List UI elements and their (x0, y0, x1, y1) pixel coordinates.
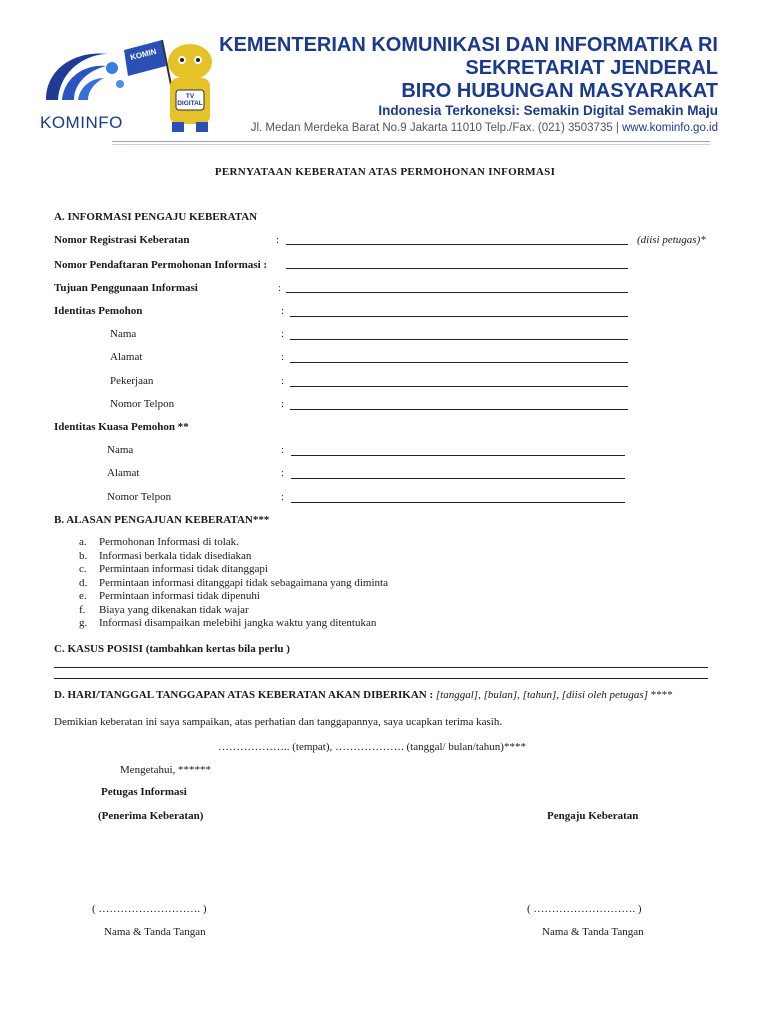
section-d-heading-tail: **** (647, 689, 673, 701)
mascot-illustration (118, 36, 224, 136)
section-a-heading: A. INFORMASI PENGAJU KEBERATAN (54, 211, 258, 223)
reason-letter: c. (79, 563, 87, 575)
reason-text: Informasi disampaikan melebihi jangka waktu yang ditentukan (99, 617, 377, 629)
registration-colon: : (276, 234, 280, 246)
purpose-colon: : (278, 282, 282, 294)
applicant-colon: : (281, 305, 285, 317)
list-item (79, 536, 499, 550)
proxy-label: Identitas Kuasa Pemohon ** (54, 421, 189, 433)
reason-text: Permintaan informasi tidak dipenuhi (99, 590, 260, 602)
kominfo-logo-text: KOMINFO (40, 113, 123, 132)
applicant-phone-colon: : (281, 398, 285, 410)
reasons-list (79, 536, 499, 631)
reason-text: Permohonan Informasi di tolak. (99, 536, 239, 548)
applicant-job-colon: : (281, 375, 285, 387)
registration-label: Nomor Registrasi Keberatan (54, 234, 190, 246)
reason-text: Informasi berkala tidak disediakan (99, 549, 252, 562)
reason-letter: f. (79, 603, 86, 616)
reason-letter: e. (79, 590, 87, 602)
name-sign-right-label: Nama & Tanda Tangan (542, 926, 644, 938)
reason-letter: b. (79, 549, 88, 562)
reason-letter: a. (79, 536, 87, 548)
name-sign-left-label: Nama & Tanda Tangan (104, 926, 206, 938)
applicant-name-colon: : (281, 328, 285, 340)
receiver-title: (Penerima Keberatan) (98, 810, 204, 822)
purpose-label: Tujuan Penggunaan Informasi (54, 282, 198, 294)
place-date-line: ……………….. (tempat), ………………. (tanggal/ bulan/tahun)**** (218, 741, 526, 753)
header-bureau-title: BIRO HUBUNGAN MASYARAKAT (401, 80, 718, 102)
list-item (79, 550, 499, 564)
section-d-heading (54, 689, 673, 701)
header-tagline: Indonesia Terkoneksi: Semakin Digital Semakin Maju (378, 103, 718, 118)
request-number-label: Nomor Pendaftaran Permohonan Informasi : (54, 259, 268, 271)
mascot-flag-text: KOMIN (129, 46, 158, 63)
proxy-phone-colon: : (281, 491, 285, 503)
reason-letter: d. (79, 576, 88, 589)
reason-text: Permintaan informasi ditanggapi tidak sebagaimana yang diminta (99, 576, 388, 589)
applicant-signature-title: Pengaju Keberatan (547, 810, 639, 822)
applicant-address-label: Alamat (110, 351, 143, 363)
proxy-name-colon: : (281, 444, 285, 456)
header-address (251, 122, 718, 134)
list-item (79, 563, 499, 577)
applicant-address-field[interactable] (290, 362, 628, 363)
section-d-heading-text: D. HARI/TANGGAL TANGGAPAN ATAS KEBERATAN AKAN DIBERIKAN : (54, 689, 436, 701)
registration-field[interactable] (286, 244, 628, 245)
list-item (79, 604, 499, 618)
document-title: PERNYATAAN KEBERATAN ATAS PERMOHONAN INFORMASI (214, 166, 556, 178)
header-website-link[interactable]: www.kominfo.go.id (622, 122, 718, 134)
proxy-phone-field[interactable] (291, 502, 625, 503)
applicant-job-label: Pekerjaan (110, 375, 154, 387)
applicant-name-label: Nama (110, 328, 137, 340)
mascot-badge-text: TV DIGITAL (177, 93, 203, 107)
list-item (79, 617, 499, 631)
header-address-text: Jl. Medan Merdeka Barat No.9 Jakarta 11010 Telp./Fax. (021) 3503735 | (250, 122, 623, 134)
proxy-address-colon: : (281, 467, 285, 479)
proxy-name-field[interactable] (291, 455, 625, 456)
proxy-address-label: Alamat (107, 467, 140, 479)
reason-text: Biaya yang dikenakan tidak wajar (99, 603, 249, 616)
closing-statement: Demikian keberatan ini saya sampaikan, atas perhatian dan tanggapannya, saya ucapkan terima kasih. (54, 716, 503, 728)
header-divider (112, 141, 710, 142)
header-divider-2 (112, 144, 710, 145)
applicant-phone-field[interactable] (290, 409, 628, 410)
applicant-phone-label: Nomor Telpon (110, 398, 175, 410)
acknowledged-label: Mengetahui, ****** (120, 764, 212, 776)
reason-text: Permintaan informasi tidak ditanggapi (99, 563, 268, 575)
signature-left[interactable]: ( ………………………. ) (92, 903, 207, 915)
signature-right[interactable]: ( ………………………. ) (527, 903, 642, 915)
proxy-name-label: Nama (107, 444, 134, 456)
proxy-phone-label: Nomor Telpon (107, 491, 172, 503)
list-item (79, 577, 499, 591)
officer-title: Petugas Informasi (101, 786, 187, 798)
applicant-address-colon: : (281, 351, 285, 363)
section-b-heading: B. ALASAN PENGAJUAN KEBERATAN*** (54, 514, 270, 526)
registration-note: (diisi petugas)* (637, 234, 706, 246)
applicant-name-field[interactable] (290, 339, 628, 340)
header-ministry-title: KEMENTERIAN KOMUNIKASI DAN INFORMATIKA RI (219, 34, 718, 56)
section-d-heading-italic: [tanggal], [bulan], [tahun], [diisi oleh petugas] (435, 689, 648, 701)
case-position-field-2[interactable] (54, 678, 708, 679)
purpose-field[interactable] (286, 292, 628, 293)
list-item (79, 590, 499, 604)
reason-letter: g. (79, 617, 88, 629)
case-position-field-1[interactable] (54, 667, 708, 668)
applicant-field[interactable] (290, 316, 628, 317)
applicant-job-field[interactable] (290, 386, 628, 387)
applicant-label: Identitas Pemohon (54, 305, 143, 317)
proxy-address-field[interactable] (291, 478, 625, 479)
section-c-heading: C. KASUS POSISI (tambahkan kertas bila perlu ) (54, 643, 290, 655)
request-number-field[interactable] (286, 268, 628, 269)
header-secretariat-title: SEKRETARIAT JENDERAL (465, 57, 718, 79)
